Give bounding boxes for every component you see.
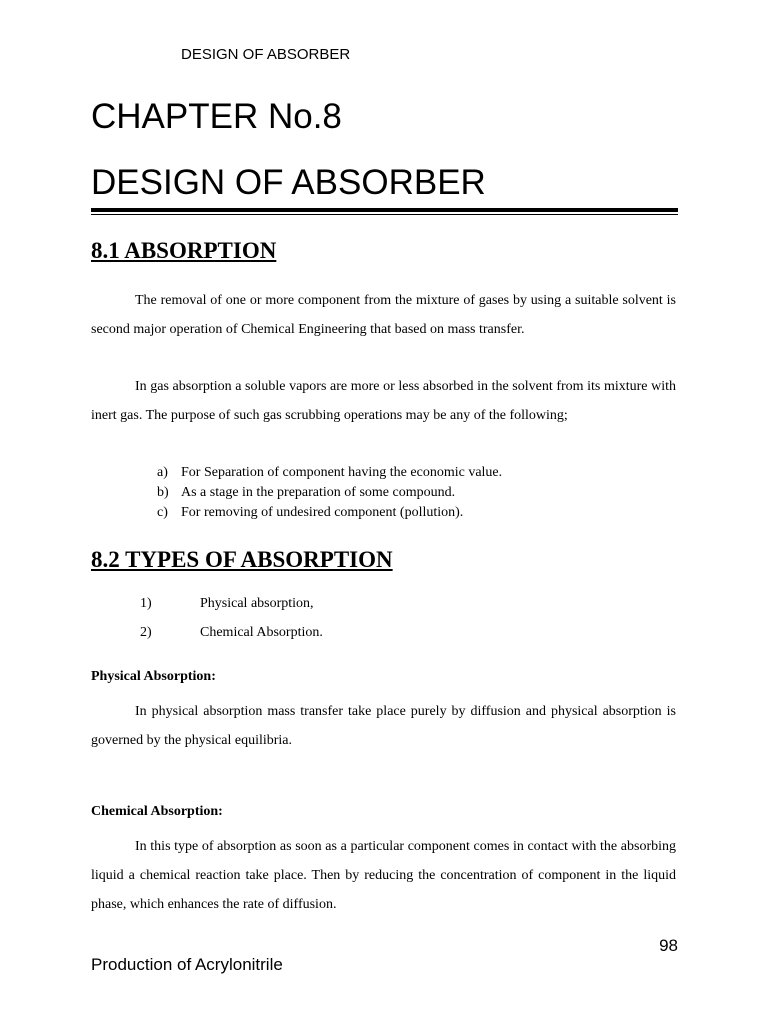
page-number: 98 xyxy=(659,936,678,955)
list-item-text: Physical absorption, xyxy=(200,596,314,611)
subheading-chemical-absorption: Chemical Absorption: xyxy=(91,804,223,819)
list-item xyxy=(157,503,502,523)
list-marker: b) xyxy=(157,485,169,500)
list-item xyxy=(157,463,502,483)
purpose-list xyxy=(157,463,502,523)
list-marker: 2) xyxy=(140,625,152,640)
paragraph-chemical-absorption: In this type of absorption as soon as a particular component comes in contact with the absorbing liquid a chemical reaction take place. Then by reducing the concentration of component in the liquid phase, which enhances the rate of diffusion. xyxy=(91,839,676,912)
running-header: DESIGN OF ABSORBER xyxy=(181,46,351,63)
list-item-text: For Separation of component having the economic value. xyxy=(181,465,503,480)
paragraph-physical-absorption: In physical absorption mass transfer take place purely by diffusion and physical absorption is governed by the physical equilibria. xyxy=(91,704,676,748)
list-marker: a) xyxy=(157,465,168,480)
section-heading-types: 8.2 TYPES OF ABSORPTION xyxy=(91,547,393,572)
section-heading-absorption: 8.1 ABSORPTION xyxy=(91,238,277,263)
paragraph-gas-absorption: In gas absorption a soluble vapors are more or less absorbed in the solvent from its mixture with inert gas. The purpose of such gas scrubbing operations may be any of the following; xyxy=(91,379,676,423)
subheading-physical-absorption: Physical Absorption: xyxy=(91,669,216,684)
list-marker: c) xyxy=(157,505,168,520)
list-item xyxy=(140,596,323,625)
title-rule-thin xyxy=(91,214,678,215)
types-list xyxy=(140,596,323,654)
title-rule-thick xyxy=(91,208,678,212)
list-marker: 1) xyxy=(140,596,152,611)
list-item-text: Chemical Absorption. xyxy=(200,625,323,640)
list-item xyxy=(157,483,502,503)
list-item-text: For removing of undesired component (pollution). xyxy=(181,505,464,520)
list-item-text: As a stage in the preparation of some compound. xyxy=(181,485,456,500)
chapter-title: CHAPTER No.8 xyxy=(91,97,342,136)
paragraph-absorption-definition: The removal of one or more component from the mixture of gases by using a suitable solvent is second major operation of Chemical Engineering that based on mass transfer. xyxy=(91,293,676,337)
footer-title: Production of Acrylonitrile xyxy=(91,955,283,974)
chapter-subtitle: DESIGN OF ABSORBER xyxy=(91,163,486,202)
list-item xyxy=(140,625,323,654)
